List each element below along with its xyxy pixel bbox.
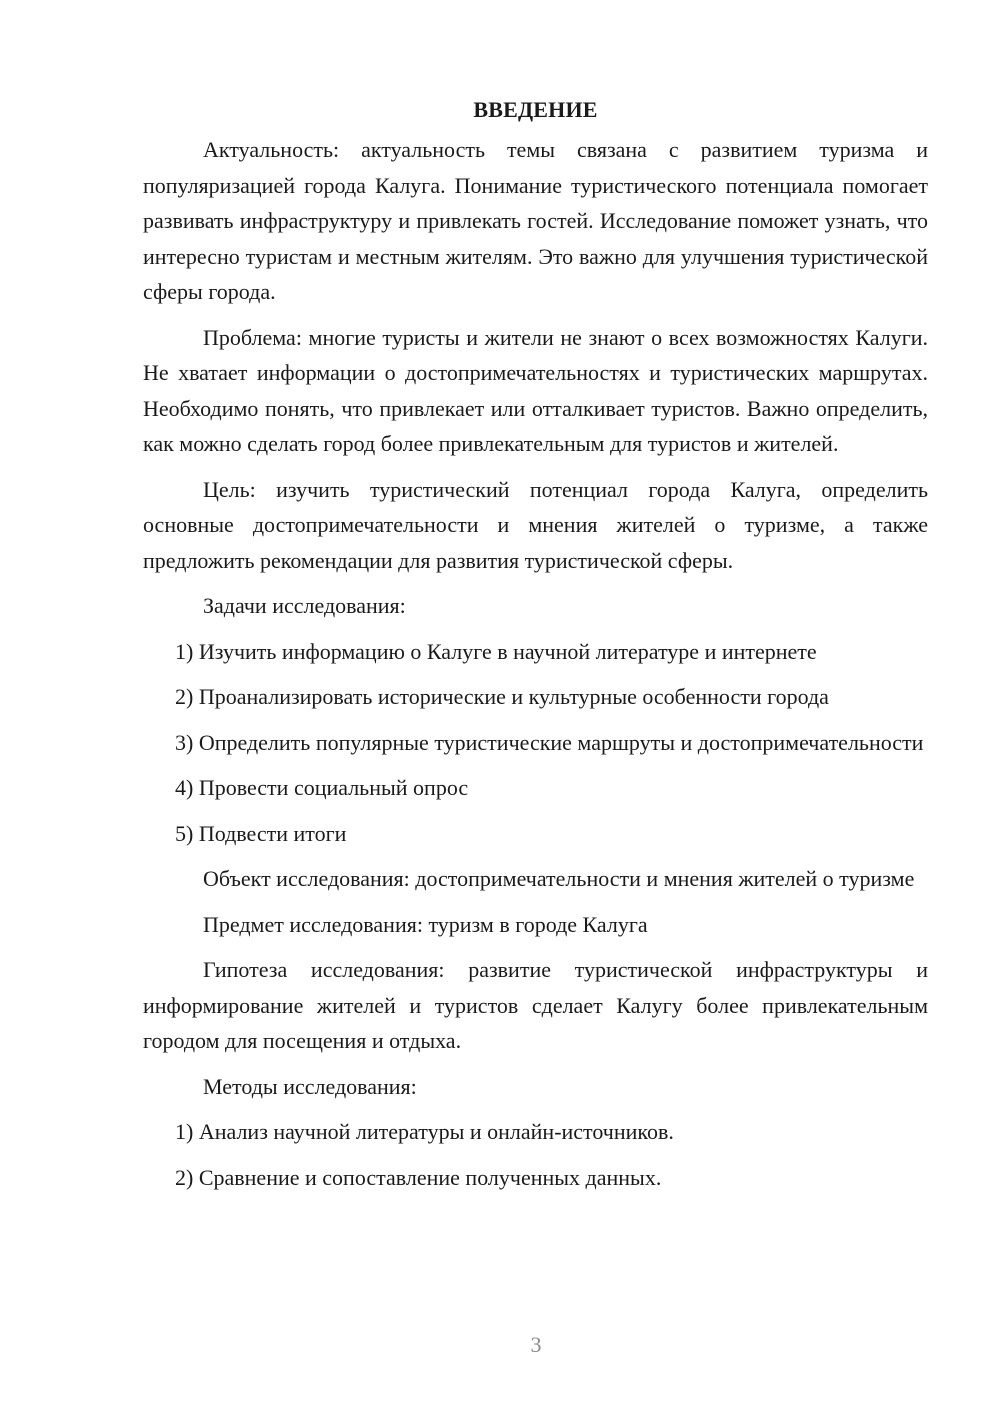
subject-paragraph: Предмет исследования: туризм в городе Калуга <box>203 911 648 937</box>
method-item: 1) Анализ научной литературы и онлайн-источников. <box>175 1119 674 1144</box>
problem-paragraph: Проблема: многие туристы и жители не знают о всех возможностях Калуги. Не хватает информации о достопримечательностях и туристических маршрутах. Необходимо понять, что привлекает или отталкивает туристов. Важно определить, как можно сделать город более привлекательным для туристов и жителей. <box>143 324 928 456</box>
task-item: 5) Подвести итоги <box>175 820 347 846</box>
task-item: 1) Изучить информацию о Калуге в научной литературе и интернете <box>175 638 817 664</box>
tasks-heading: Задачи исследования: <box>203 593 406 618</box>
relevance-paragraph: Актуальность: актуальность темы связана с развитием туризма и популяризацией города Калуга. Понимание туристического потенциала помогает развивать инфраструктуру и привлекать гостей. Исследование поможет узнать, что интересно туристам и местным жителям. Это важно для улучшения туристической сферы города. <box>143 137 928 304</box>
object-paragraph: Объект исследования: достопримечательности и мнения жителей о туризме <box>203 866 915 891</box>
task-item: 3) Определить популярные туристические маршруты и достопримечательности <box>175 729 924 755</box>
goal-paragraph: Цель: изучить туристический потенциал города Калуга, определить основные достопримечательности и мнения жителей о туризме, а также предложить рекомендации для развития туристической сферы. <box>143 476 928 573</box>
task-item: 4) Провести социальный опрос <box>175 775 469 800</box>
method-item: 2) Сравнение и сопоставление полученных данных. <box>175 1164 662 1190</box>
document-page <box>143 92 928 1195</box>
page-title: ВВЕДЕНИЕ <box>473 97 598 122</box>
task-item: 2) Проанализировать исторические и культурные особенности города <box>175 684 829 709</box>
page-number: 3 <box>530 1332 542 1357</box>
hypothesis-paragraph: Гипотеза исследования: развитие туристической инфраструктуры и информирование жителей и туристов сделает Калугу более привлекательным городом для посещения и отдыха. <box>143 957 928 1053</box>
methods-heading: Методы исследования: <box>203 1073 417 1099</box>
